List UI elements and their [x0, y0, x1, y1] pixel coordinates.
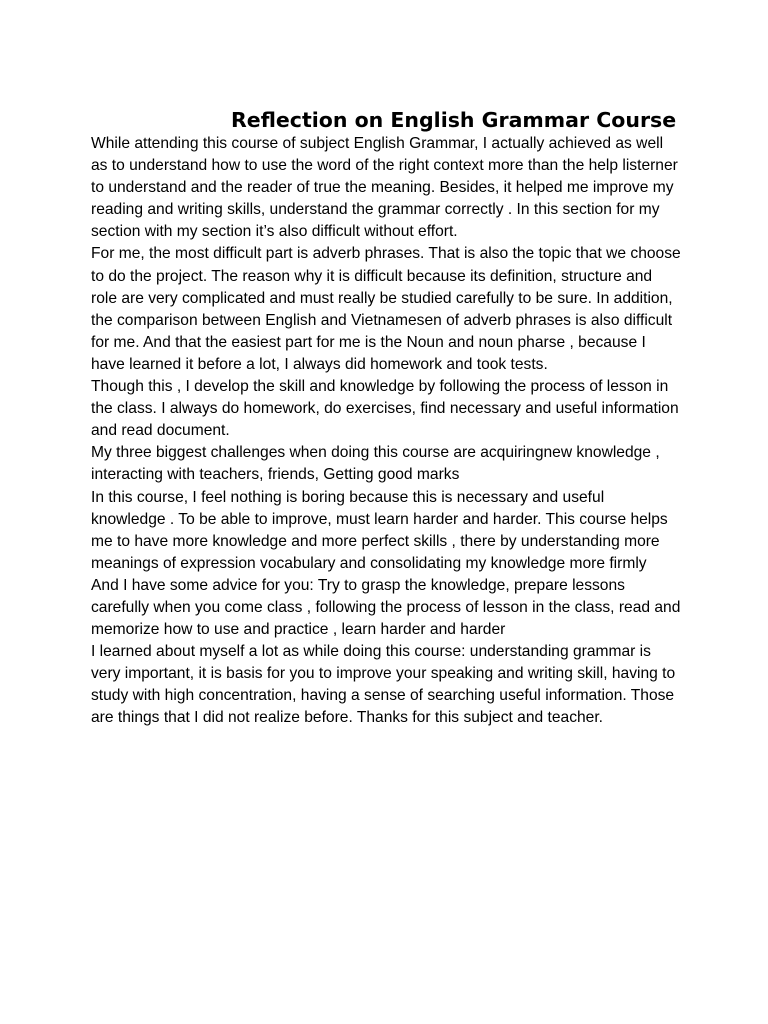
paragraph-difficult-part: For me, the most difficult part is adverb phrases. That is also the topic that we choose to do the project. The reason why it is difficult because its definition, structure and role are very complicated and must really be studied carefully to be sure. In addition, the comparison between English and Vietnamesen of adverb phrases is also difficult for me. And that the easiest part for me is the Noun and noun pharse , because I have learned it before a lot, I always did homework and took tests.	[91, 245, 681, 373]
document-body	[91, 133, 681, 730]
document-title: Reflection on English Grammar Course	[231, 108, 677, 132]
paragraph-nothing-boring: In this course, I feel nothing is boring because this is necessary and useful knowledge . To be able to improve, must learn harder and harder. This course helps me to have more knowledge and more perfect skills , there by understanding more meanings of expression vocabulary and consolidating my knowledge more firmly	[91, 488, 668, 572]
paragraph-attending-course: While attending this course of subject English Grammar, I actually achieved as well as to understand how to use the word of the right context more than the help listerner to understand and the reader of true the meaning. Besides, it helped me improve my reading and writing skills, understand the grammar correctly . In this section for my section with my section it’s also difficult without effort.	[91, 135, 678, 241]
paragraph-develop-skill: Though this , I develop the skill and knowledge by following the process of lesson in the class. I always do homework, do exercises, find necessary and useful information and read document.	[91, 378, 679, 440]
paragraph-challenges: My three biggest challenges when doing this course are acquiringnew knowledge , interacting with teachers, friends, Getting good marks	[91, 444, 660, 484]
paragraph-advice: And I have some advice for you: Try to grasp the knowledge, prepare lessons carefully when you come class , following the process of lesson in the class, read and memorize how to use and practice , learn harder and harder	[91, 576, 681, 639]
paragraph-learned-about-myself: I learned about myself a lot as while doing this course: understanding grammar is very important, it is basis for you to improve your speaking and writing skill, having to study with high concentration, having a sense of searching useful information. Those are things that I did not realize before. Thanks for this subject and teacher.	[91, 643, 676, 727]
